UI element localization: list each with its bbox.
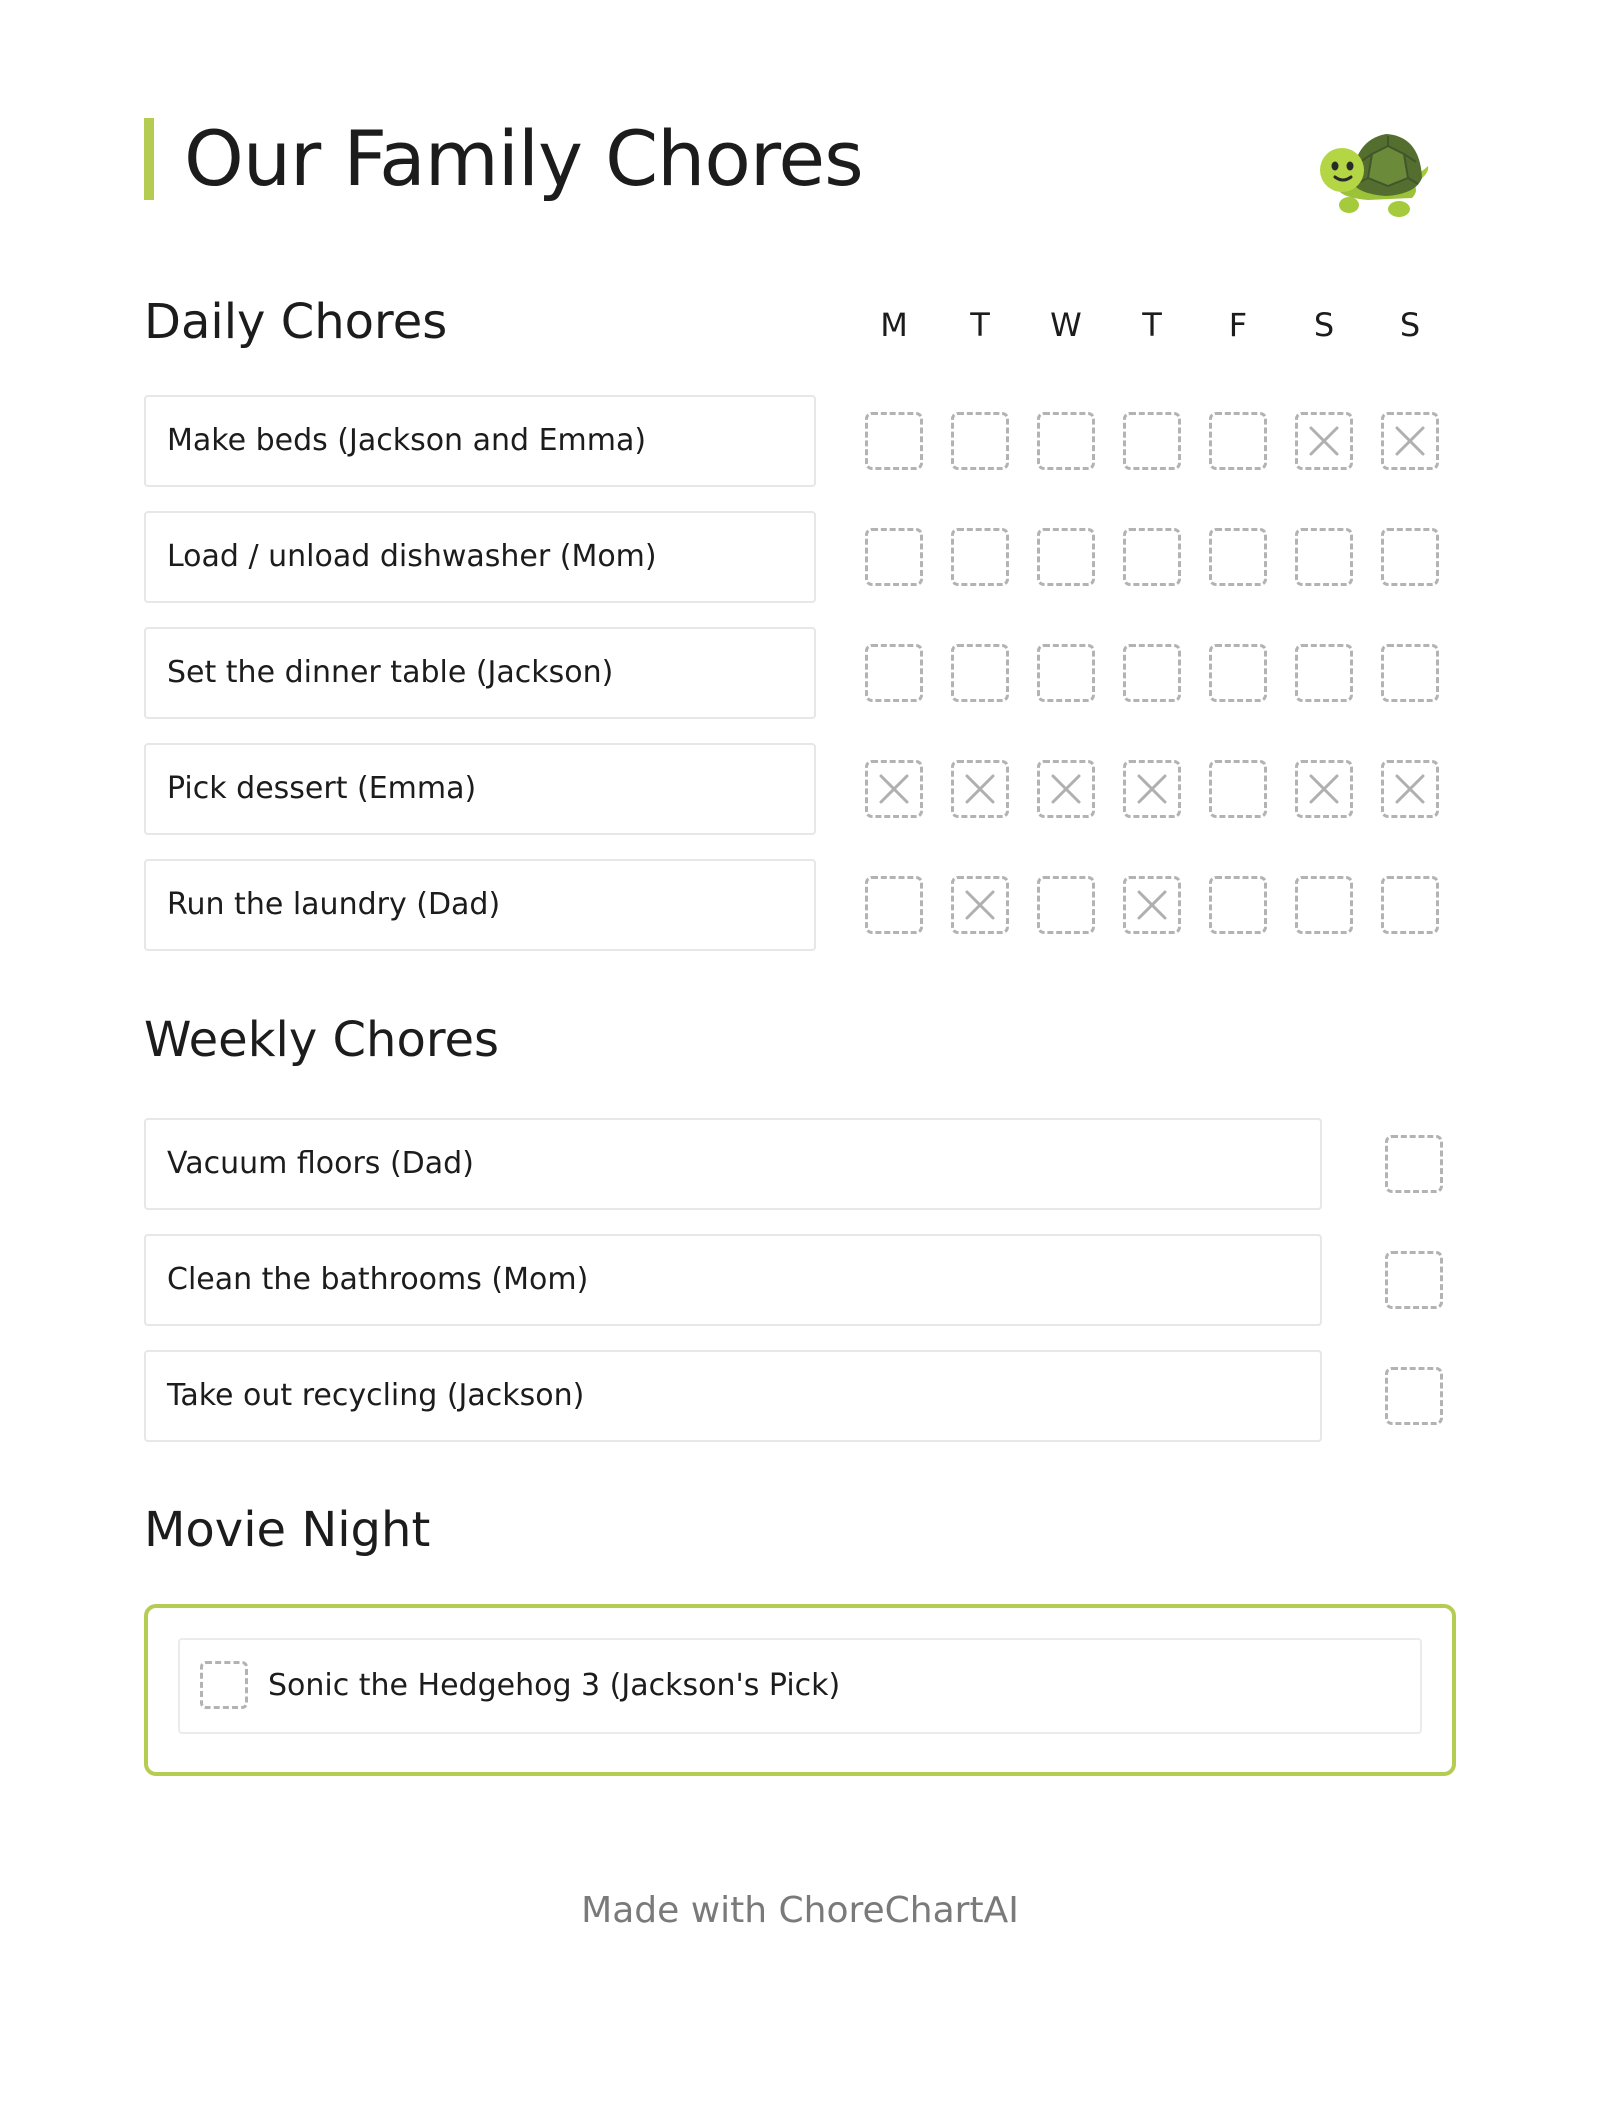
day-checkbox[interactable]	[1123, 528, 1181, 586]
day-checkbox[interactable]	[865, 644, 923, 702]
day-checkbox[interactable]	[865, 412, 923, 470]
page-title: Our Family Chores	[144, 118, 863, 200]
weekly-checkbox[interactable]	[1385, 1251, 1443, 1309]
weekly-chores-title: Weekly Chores	[144, 1012, 500, 1068]
day-checkbox[interactable]	[865, 528, 923, 586]
x-mark-icon	[1308, 425, 1340, 457]
day-header: F	[1228, 306, 1248, 344]
day-header: T	[1142, 306, 1162, 344]
day-checkbox[interactable]	[1037, 644, 1095, 702]
day-checkbox[interactable]	[1123, 876, 1181, 934]
day-checkbox[interactable]	[1381, 760, 1439, 818]
daily-chore-label: Set the dinner table (Jackson)	[144, 627, 816, 719]
x-mark-icon	[964, 773, 996, 805]
day-checkbox[interactable]	[1295, 528, 1353, 586]
day-checkbox[interactable]	[1209, 760, 1267, 818]
x-mark-icon	[964, 889, 996, 921]
x-mark-icon	[1050, 773, 1082, 805]
day-checkbox[interactable]	[951, 876, 1009, 934]
day-header: M	[880, 306, 908, 344]
day-checkbox[interactable]	[1381, 412, 1439, 470]
day-checkbox[interactable]	[1381, 876, 1439, 934]
x-mark-icon	[1394, 425, 1426, 457]
day-checkbox[interactable]	[1037, 876, 1095, 934]
day-checkbox[interactable]	[1295, 644, 1353, 702]
daily-chore-label: Make beds (Jackson and Emma)	[144, 395, 816, 487]
day-checkbox[interactable]	[1295, 412, 1353, 470]
day-header: S	[1313, 306, 1335, 344]
day-checkbox[interactable]	[951, 528, 1009, 586]
day-checkbox[interactable]	[1295, 876, 1353, 934]
day-checkbox[interactable]	[1381, 528, 1439, 586]
day-header: W	[1050, 306, 1082, 344]
weekly-checkbox[interactable]	[1385, 1367, 1443, 1425]
daily-chores-title: Daily Chores	[144, 294, 448, 350]
day-checkbox[interactable]	[1037, 412, 1095, 470]
day-checkbox[interactable]	[1123, 412, 1181, 470]
day-checkbox[interactable]	[1123, 644, 1181, 702]
daily-chore-label: Pick dessert (Emma)	[144, 743, 816, 835]
day-header: T	[970, 306, 990, 344]
weekly-chore-label: Clean the bathrooms (Mom)	[144, 1234, 1322, 1326]
day-checkbox[interactable]	[1209, 876, 1267, 934]
daily-chore-label: Run the laundry (Dad)	[144, 859, 816, 951]
day-checkbox[interactable]	[1209, 644, 1267, 702]
movie-night-card	[144, 1604, 1456, 1776]
x-mark-icon	[1136, 773, 1168, 805]
day-checkbox[interactable]	[1037, 528, 1095, 586]
daily-chore-label: Load / unload dishwasher (Mom)	[144, 511, 816, 603]
movie-label: Sonic the Hedgehog 3 (Jackson's Pick)	[268, 1668, 841, 1703]
day-checkbox[interactable]	[865, 876, 923, 934]
day-checkbox[interactable]	[951, 644, 1009, 702]
day-header: S	[1399, 306, 1421, 344]
day-checkbox[interactable]	[865, 760, 923, 818]
weekly-chore-label: Vacuum floors (Dad)	[144, 1118, 1322, 1210]
footer-credit: Made with ChoreChartAI	[581, 1890, 1019, 1931]
weekly-checkbox[interactable]	[1385, 1135, 1443, 1193]
movie-checkbox[interactable]	[200, 1661, 248, 1709]
day-checkbox[interactable]	[1209, 412, 1267, 470]
day-checkbox[interactable]	[951, 412, 1009, 470]
turtle-icon	[1316, 122, 1432, 222]
day-checkbox[interactable]	[1209, 528, 1267, 586]
movie-night-title: Movie Night	[144, 1502, 431, 1558]
x-mark-icon	[1394, 773, 1426, 805]
day-checkbox[interactable]	[1381, 644, 1439, 702]
movie-night-item	[178, 1638, 1422, 1734]
day-checkbox[interactable]	[951, 760, 1009, 818]
x-mark-icon	[878, 773, 910, 805]
weekly-chore-label: Take out recycling (Jackson)	[144, 1350, 1322, 1442]
day-checkbox[interactable]	[1295, 760, 1353, 818]
day-checkbox[interactable]	[1037, 760, 1095, 818]
x-mark-icon	[1136, 889, 1168, 921]
x-mark-icon	[1308, 773, 1340, 805]
day-checkbox[interactable]	[1123, 760, 1181, 818]
